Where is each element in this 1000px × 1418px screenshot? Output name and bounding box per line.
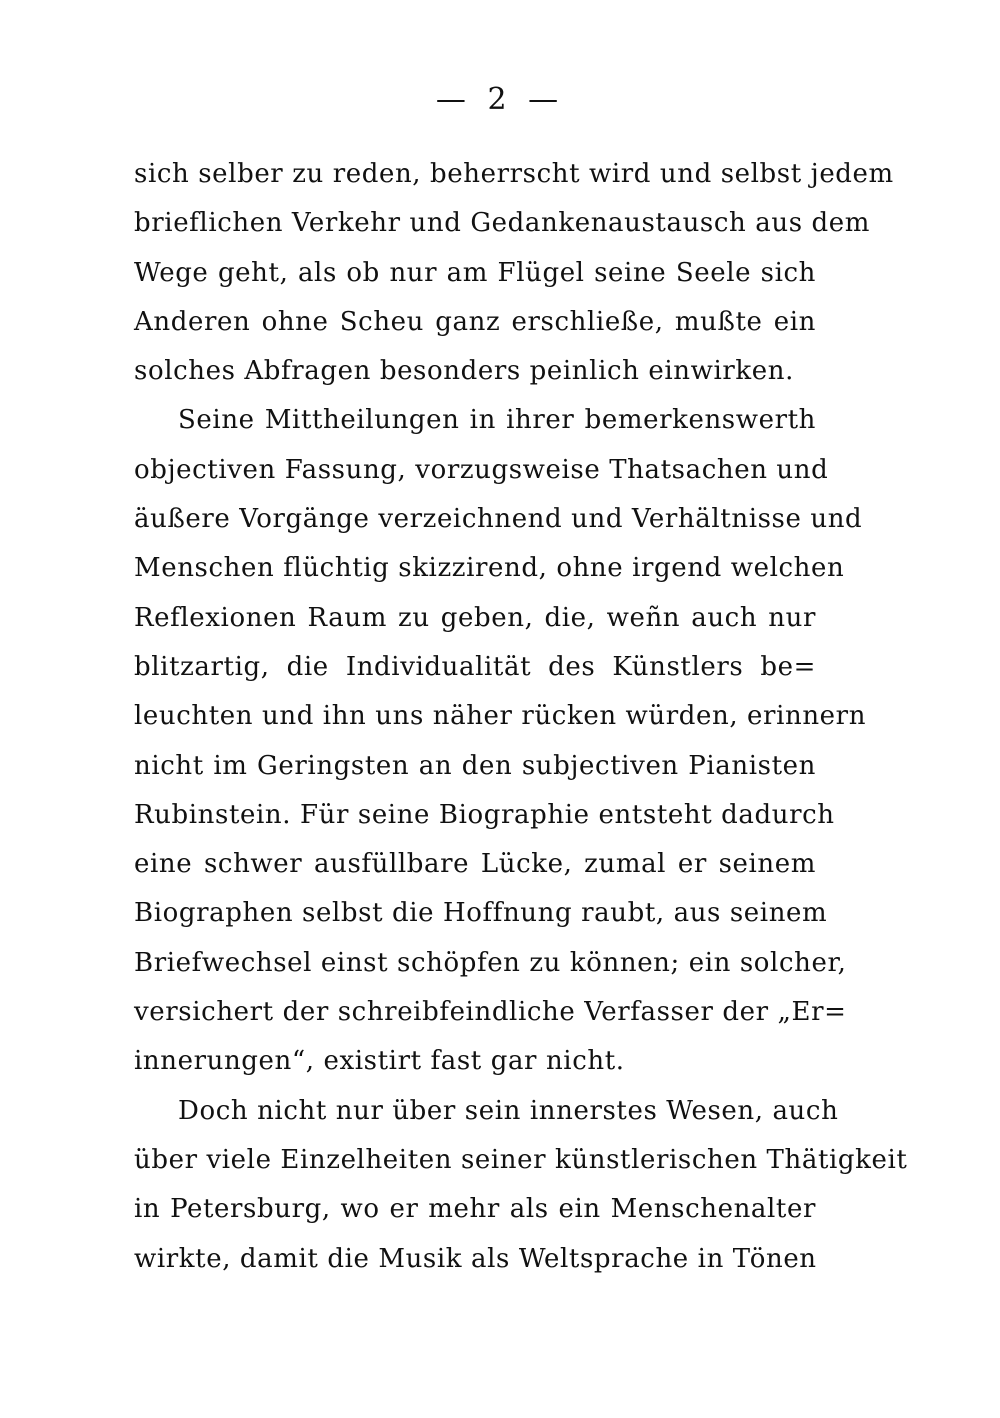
text-line: Anderen ohne Scheu ganz erschließe, mußte ein (134, 306, 816, 337)
text-line: innerungen“, existirt fast gar nicht. (134, 1046, 625, 1077)
text-line: Rubinstein. Für seine Biographie entsteht dadurch (134, 799, 835, 830)
text-line: sich selber zu reden, beherrscht wird und selbst jedem (134, 159, 894, 189)
text-line: Reflexionen Raum zu geben, die, weñn auch nur (134, 602, 816, 633)
text-line: äußere Vorgänge verzeichnend und Verhältnisse und (134, 504, 863, 535)
text-line: eine schwer ausfüllbare Lücke, zumal er seinem (134, 849, 816, 880)
text-line: Biographen selbst die Hoffnung raubt, aus seinem (134, 898, 828, 929)
text-line: solches Abfragen besonders peinlich einwirken. (134, 356, 794, 387)
text-line: Doch nicht nur über sein innerstes Wesen, auch (178, 1095, 839, 1126)
text-line: leuchten und ihn uns näher rücken würden, erinnern (134, 701, 867, 732)
text-line: Wege geht, als ob nur am Flügel seine Seele sich (134, 257, 816, 288)
text-line: blitzartig, die Individualität des Künstlers be= (134, 651, 816, 682)
body-text (134, 150, 908, 1284)
page-number: — 2 — (435, 82, 565, 117)
text-line: nicht im Geringsten an den subjectiven Pianisten (134, 750, 816, 781)
text-line: über viele Einzelheiten seiner künstlerischen Thätigkeit (134, 1144, 908, 1175)
text-line: Briefwechsel einst schöpfen zu können; ein solcher, (134, 947, 847, 978)
text-line: in Petersburg, wo er mehr als ein Menschenalter (134, 1194, 816, 1225)
text-line: Menschen flüchtig skizzirend, ohne irgend welchen (134, 553, 845, 584)
text-line: versichert der schreibfeindliche Verfasser der „Er= (134, 997, 847, 1028)
text-line: brieflichen Verkehr und Gedankenaustausch aus dem (134, 208, 870, 239)
text-line: Seine Mittheilungen in ihrer bemerkenswerth (178, 405, 816, 436)
text-line: objectiven Fassung, vorzugsweise Thatsachen und (134, 454, 829, 485)
text-line: wirkte, damit die Musik als Weltsprache in Tönen (134, 1243, 817, 1274)
